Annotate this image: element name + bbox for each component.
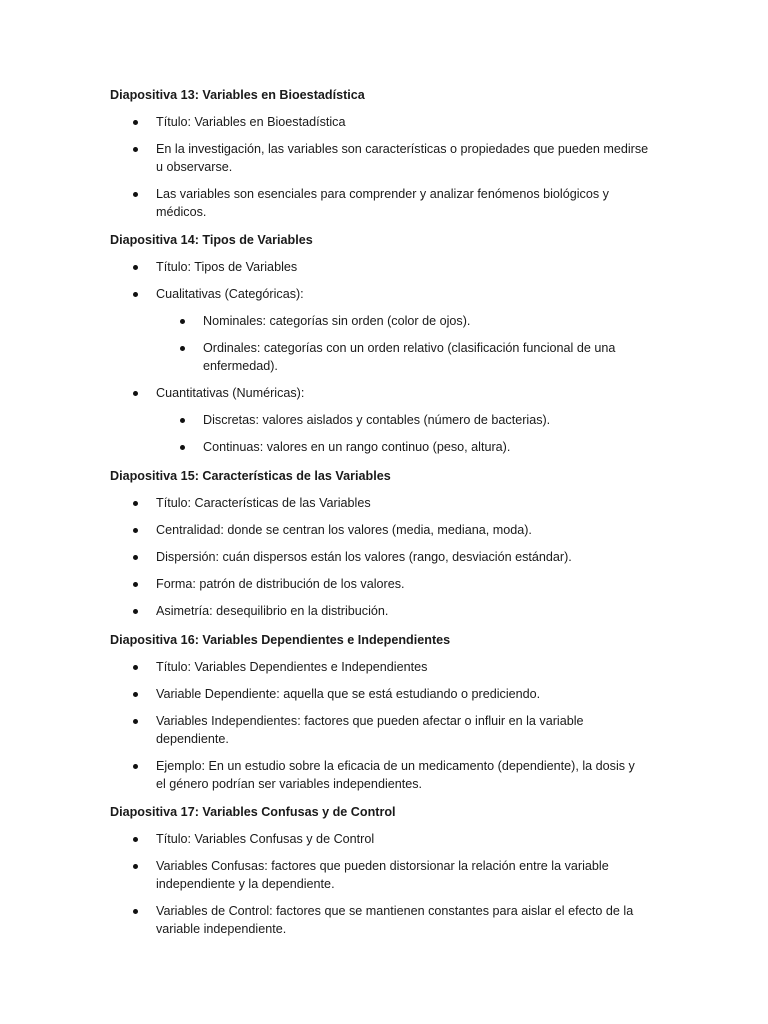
sub-bullet-icon [180,346,185,351]
list-item-text: variable independiente. [156,922,287,936]
bullet-icon [133,719,138,724]
list-item-text: Ejemplo: En un estudio sobre la eficacia de un medicamento (dependiente), la dosis y [156,759,635,773]
bullet-icon [133,192,138,197]
list-item-text: dependiente. [156,732,229,746]
bullet-icon [133,501,138,506]
bullet-icon [133,692,138,697]
list-item-text: Dispersión: cuán dispersos están los valores (rango, desviación estándar). [156,550,572,564]
bullet-icon [133,764,138,769]
bullet-icon [133,837,138,842]
section-heading: Diapositiva 17: Variables Confusas y de Control [110,805,396,819]
list-item-text: Título: Variables Dependientes e Independientes [156,660,428,674]
sub-list-item-text: Nominales: categorías sin orden (color de ojos). [203,314,471,328]
list-item-text: Variables Confusas: factores que pueden distorsionar la relación entre la variable [156,859,609,873]
list-item-text: Título: Tipos de Variables [156,260,298,274]
bullet-icon [133,665,138,670]
bullet-icon [133,582,138,587]
bullet-icon [133,147,138,152]
list-item-text: Cuantitativas (Numéricas): [156,386,305,400]
section-heading: Diapositiva 13: Variables en Bioestadística [110,88,365,102]
list-item-text: u observarse. [156,160,233,174]
sub-list-item-text: Ordinales: categorías con un orden relativo (clasificación funcional de una [203,341,616,355]
list-item-text: Variables de Control: factores que se mantienen constantes para aislar el efecto de la [156,904,634,918]
bullet-icon [133,528,138,533]
bullet-icon [133,909,138,914]
bullet-icon [133,265,138,270]
sub-list-item-text: Discretas: valores aislados y contables (número de bacterias). [203,413,551,427]
list-item-text: Variables Independientes: factores que pueden afectar o influir en la variable [156,714,584,728]
list-item-text: Título: Características de las Variables [156,496,371,510]
sub-list-item-text: enfermedad). [203,359,278,373]
bullet-icon [133,391,138,396]
list-item-text: independiente y la dependiente. [156,877,335,891]
list-item-text: Forma: patrón de distribución de los valores. [156,577,405,591]
sub-list-item-text: Continuas: valores en un rango continuo (peso, altura). [203,440,511,454]
section-heading: Diapositiva 14: Tipos de Variables [110,233,313,247]
section-heading: Diapositiva 16: Variables Dependientes e Independientes [110,633,451,647]
list-item-text: Las variables son esenciales para comprender y analizar fenómenos biológicos y [156,187,609,201]
list-item-text: Asimetría: desequilibrio en la distribución. [156,604,389,618]
bullet-icon [133,864,138,869]
list-item-text: Título: Variables en Bioestadística [156,115,346,129]
list-item-text: En la investigación, las variables son características o propiedades que pueden medirse [156,142,649,156]
bullet-icon [133,609,138,614]
list-item-text: Título: Variables Confusas y de Control [156,832,375,846]
sub-bullet-icon [180,319,185,324]
list-item-text: Cualitativas (Categóricas): [156,287,304,301]
bullet-icon [133,555,138,560]
list-item-text: el género podrían ser variables independientes. [156,777,423,791]
list-item-text: Centralidad: donde se centran los valores (media, mediana, moda). [156,523,532,537]
list-item-text: Variable Dependiente: aquella que se está estudiando o prediciendo. [156,687,541,701]
bullet-icon [133,292,138,297]
section-heading: Diapositiva 15: Características de las Variables [110,469,391,483]
sub-bullet-icon [180,418,185,423]
sub-bullet-icon [180,445,185,450]
list-item-text: médicos. [156,205,207,219]
bullet-icon [133,120,138,125]
